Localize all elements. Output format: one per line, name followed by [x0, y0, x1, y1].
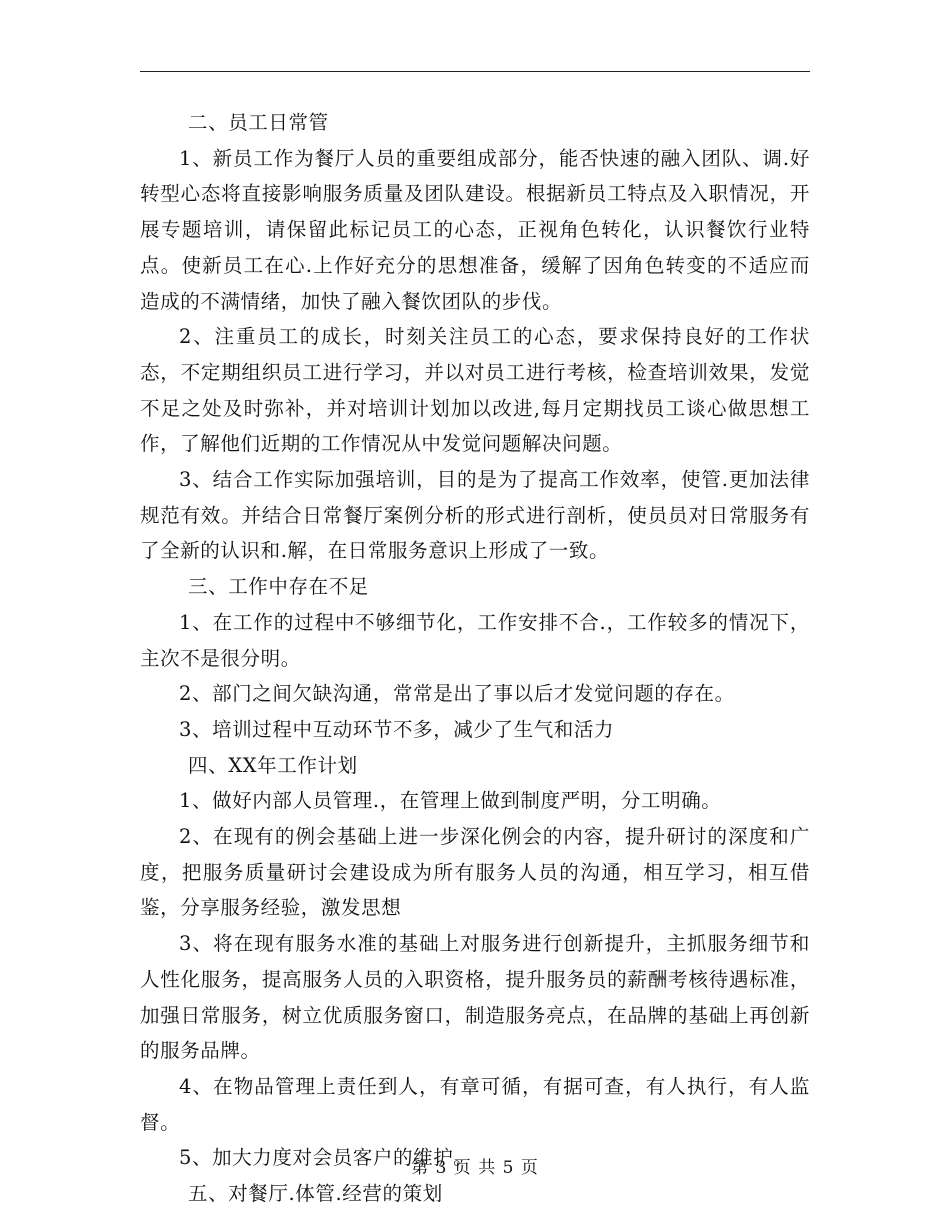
paragraph: 3、培训过程中互动环节不多，减少了生气和活力 [179, 717, 615, 741]
paragraph: 2、部门之间欠缺沟通，常常是出了事以后才发觉问题的存在。 [179, 682, 735, 706]
paragraph: 3、结合工作实际加强培训，目的是为了提高工作效率，使管.更加法律规范有效。并结合日常餐厅案例分析的形式进行剖析，使员员对日常服务有了全新的认识和.解，在日常服务意识上形成了一致。 [140, 468, 810, 563]
section-heading: 四、XX年工作计划 [188, 753, 358, 777]
paragraph: 3、将在现有服务水准的基础上对服务进行创新提升，主抓服务细节和人性化服务，提高服务人员的入职资格，提升服务员的薪酬考核待遇标准，加强日常服务，树立优质服务窗口，制造服务亮点，在品牌的基础上再创新的服务品牌。 [140, 932, 810, 1063]
section-heading: 三、工作中存在不足 [188, 575, 369, 599]
section-heading: 五、对餐厅.体管.经营的策划 [188, 1182, 443, 1206]
header-rule [140, 71, 810, 72]
paragraph: 1、做好内部人员管理.，在管理上做到制度严明，分工明确。 [179, 789, 722, 813]
document-body [140, 105, 810, 1212]
paragraph: 1、新员工作为餐厅人员的重要组成部分，能否快速的融入团队、调.好转型心态将直接影响服务质量及团队建设。根据新员工特点及入职情况，开展专题培训，请保留此标记员工的心态，正视角色转化，认识餐饮行业特点。使新员工在心.上作好充分的思想准备，缓解了因角色转变的不适应而造成的不满情绪，加快了融入餐饮团队的步伐。 [140, 146, 810, 313]
page-footer: 第 3 页 共 5 页 [411, 1158, 539, 1178]
section-heading: 二、员工日常管 [188, 111, 329, 134]
paragraph: 2、注重员工的成长，时刻关注员工的心态，要求保持良好的工作状态，不定期组织员工进行学习，并以对员工进行考核，检查培训效果，发觉不足之处及时弥补，并对培训计划加以改进,每月定期找员工谈心做思想工作，了解他们近期的工作情况从中发觉问题解决问题。 [140, 325, 810, 456]
paragraph: 2、在现有的例会基础上进一步深化例会的内容，提升研讨的深度和广度，把服务质量研讨会建设成为所有服务人员的沟通，相互学习，相互借鉴，分享服务经验，激发思想 [140, 825, 810, 920]
paragraph: 5、加大力度对会员客户的维护。 [179, 1146, 474, 1170]
paragraph: 4、在物品管理上责任到人，有章可循，有据可查，有人执行，有人监督。 [140, 1074, 810, 1134]
paragraph: 1、在工作的过程中不够细节化，工作安排不合.，工作较多的情况下，主次不是很分明。 [140, 610, 810, 670]
